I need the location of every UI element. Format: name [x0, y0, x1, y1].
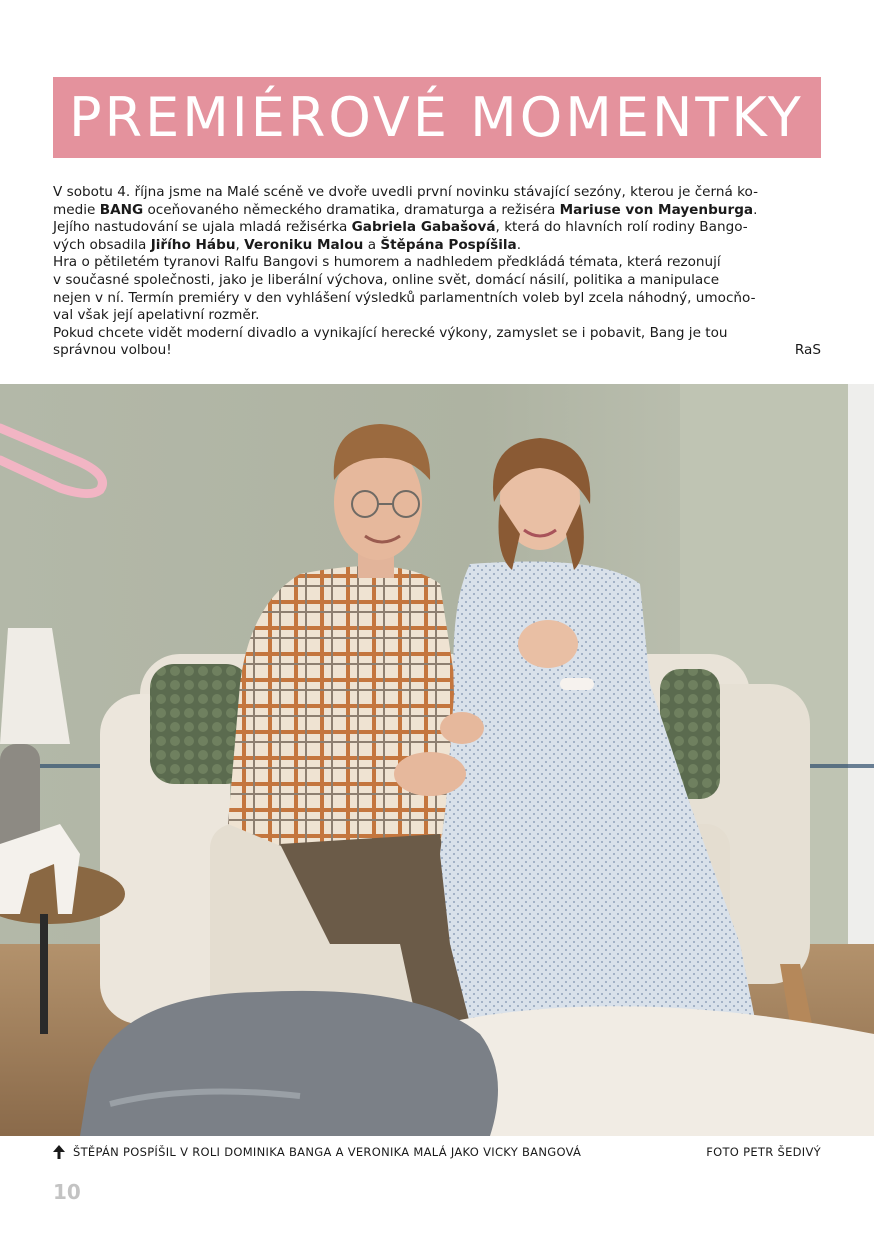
actor-name: Štěpána Pospíšila: [380, 236, 517, 253]
text-span: .: [516, 236, 522, 253]
article-line: Hra o pětiletém tyranovi Ralfu Bangovi s humorem a nadhledem předkládá témata, která rezonují: [53, 254, 721, 271]
author-signature: RaS: [794, 342, 821, 359]
article-line: [53, 184, 821, 202]
article-line: [53, 237, 821, 255]
photo-caption: [53, 1145, 821, 1159]
article-body: [53, 184, 821, 360]
article-line: [53, 202, 821, 220]
text-span: a: [363, 236, 381, 253]
article-line: val však její apelativní rozměr.: [53, 307, 260, 324]
stage-photo: [0, 384, 874, 1136]
page-number: 10: [53, 1180, 81, 1204]
text-span: V sobotu 4. října jsme na Malé scéně ve dvoře uvedli první novinku stávající sezóny, kterou je černá ko-: [53, 184, 759, 200]
text-span: ,: [235, 236, 245, 253]
play-title: BANG: [99, 201, 144, 218]
article-line: v současné společnosti, jako je liberální výchova, online svět, domácí násilí, politika a manipulace: [53, 271, 720, 288]
title-banner: [53, 77, 821, 158]
text-span: , která do hlavních rolí rodiny Bango-: [495, 219, 748, 236]
text-span: vých obsadila: [53, 236, 151, 253]
photo-stage-scene: [0, 384, 874, 1136]
actor-name: Jiřího Hábu: [150, 236, 236, 253]
text-span: Jejího nastudování se ujala mladá režisérka: [53, 219, 352, 236]
article-line: [53, 219, 821, 237]
caption-text-group: [53, 1145, 581, 1159]
photo-credit: FOTO PETR ŠEDIVÝ: [706, 1145, 821, 1159]
article-line: Pokud chcete vidět moderní divadlo a vynikající herecké výkony, zamyslet se i pobavit, Bang je tou: [53, 324, 728, 341]
article-line: [53, 342, 821, 360]
director-name: Gabriela Gabašová: [351, 219, 496, 236]
page-title: PREMIÉROVÉ MOMENTKY: [69, 85, 804, 149]
caption-text: ŠTĚPÁN POSPÍŠIL V ROLI DOMINIKA BANGA A VERONIKA MALÁ JAKO VICKY BANGOVÁ: [73, 1145, 582, 1159]
text-span: medie: [53, 201, 100, 218]
text-span: .: [753, 201, 758, 218]
author-name: Mariuse von Mayenburga: [559, 201, 754, 218]
arrow-up-icon: [53, 1145, 65, 1159]
actor-name: Veroniku Malou: [244, 236, 364, 253]
text-span: správnou volbou!: [53, 342, 172, 359]
text-span: oceňovaného německého dramatika, dramaturga a režiséra: [143, 201, 560, 218]
article-line: nejen v ní. Termín premiéry v den vyhlášení výsledků parlamentních voleb byl zcela náhodný, umocňo-: [53, 289, 756, 306]
